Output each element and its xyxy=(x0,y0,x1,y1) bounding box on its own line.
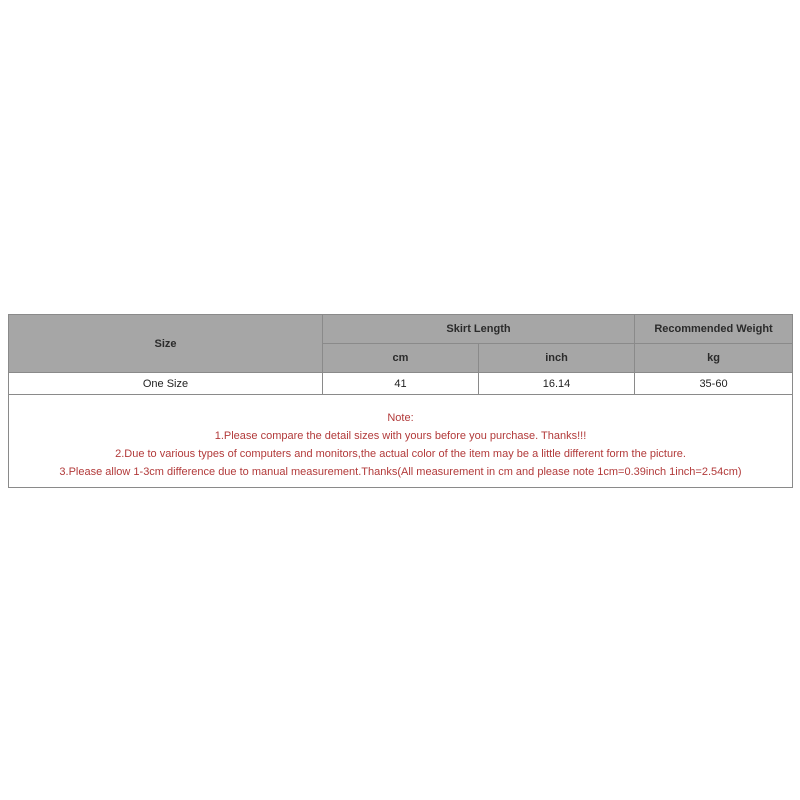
notes-cell xyxy=(9,395,793,488)
inch-header: inch xyxy=(479,344,635,373)
size-header: Size xyxy=(9,315,323,373)
size-cell: One Size xyxy=(9,373,323,395)
skirt-length-header: Skirt Length xyxy=(323,315,635,344)
note-title: Note: xyxy=(387,412,414,424)
kg-cell: 35-60 xyxy=(635,373,793,395)
kg-header: kg xyxy=(635,344,793,373)
recommended-weight-header: Recommended Weight xyxy=(635,315,793,344)
inch-cell: 16.14 xyxy=(479,373,635,395)
header-row xyxy=(9,315,793,344)
note-line-2: 2.Due to various types of computers and monitors,the actual color of the item may be a little different form the picture. xyxy=(115,448,686,460)
size-chart-table xyxy=(8,314,793,488)
note-line-1: 1.Please compare the detail sizes with yours before you purchase. Thanks!!! xyxy=(214,430,587,442)
cm-header: cm xyxy=(323,344,479,373)
table-row xyxy=(9,373,793,395)
cm-cell: 41 xyxy=(323,373,479,395)
note-line-3: 3.Please allow 1-3cm difference due to manual measurement.Thanks(All measurement in cm and please note 1cm=0.39inch 1inch=2.54cm) xyxy=(59,466,742,478)
notes-row xyxy=(9,395,793,488)
